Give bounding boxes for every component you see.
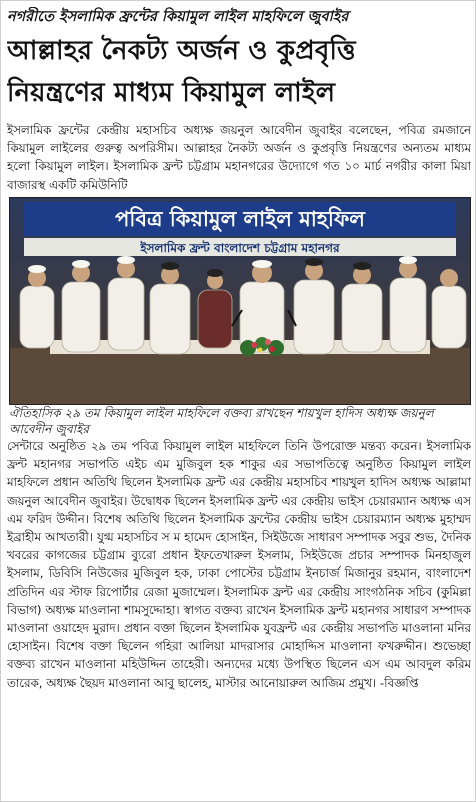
event-photo bbox=[9, 197, 471, 405]
intro-paragraph: ইসলামিক ফ্রন্টের কেন্দ্রীয় মহাসচিব অধ্যক্ষ জয়নুল আবেদীন জুবাইর বলেছেন, পবিত্র রমজানে কিয়ামুল লাইলের গুরুত্ব অপরিসীম। আল্লাহর নৈকট্য অর্জন ও কুপ্রবৃত্তি নিয়ন্ত্রণের অন্যতম মাধ্যম হলো কিয়ামুল লাইল। ইসলামিক ফ্রন্ট চট্টগ্রাম মহানগরের উদ্যোগে গত ১০ মার্চ নগরীর কালা মিয়া বাজারস্থ একটি কমিউনিটি bbox=[7, 123, 471, 192]
headline-line-2: নিয়ন্ত্রণের মাধ্যম কিয়ামুল লাইল bbox=[7, 78, 336, 108]
body-paragraph: সেন্টারে অনুষ্ঠিত ২৯ তম পবিত্র কিয়ামুল লাইল মাহফিলে তিনি উপরোক্ত মন্তব্য করেন। ইসলামিক ফ্রন্ট মহানগর সভাপতি এইচ এম মুজিবুল হক শাকুর এর সভাপতিত্বে অনুষ্ঠিত কিয়ামুল লাইল মাহফিলে প্রধান অতিথি ছিলেন ইসলামিক ফ্রন্ট এর কেন্দ্রীয় মহাসচিব শায়খুল হাদিস অধ্যক্ষ আল্লামা জয়নুল আবেদীন জুবাইর। উদ্বোধক ছিলেন ইসলামিক ফ্রন্ট এর কেন্দ্রীয় ভাইস চেয়ারম্যান অধ্যক্ষ এস এম ফরিদ উদ্দীন। বিশেষ অতিথি ছিলেন ইসলামিক ফ্রন্টের কেন্দ্রীয় ভাইস চেয়ারম্যান অধ্যক্ষ মুহাম্মদ ইব্রাহীম আখতারী। যুগ্ম মহাসচিব স ম হামেদ হোসাইন, সিইউজে সাধারণ সম্পাদক সবুর শুভ, দৈনিক খবরের কাগজের চট্টগ্রাম ব্যুরো প্রধান ইফতেখারুল ইসলাম, সিইউজে প্রচার সম্পাদক মিনহাজুল ইসলাম, ডিবিসি নিউজের মুজিবুল হক, ঢাকা পোস্টের চট্টগ্রাম ইনচার্জ মিজানুর রহমান, বাংলাদেশ প্রতিদিন এর স্টাফ রিপোর্টার রেজা মুজাম্মেল। ইসলামিক ফ্রন্ট এর কেন্দ্রীয় সাংগঠনিক সচিব (কুমিল্লা বিভাগ) অধ্যক্ষ মাওলানা শামসুদ্দোহা। স্বাগত বক্তব্য রাখেন ইসলামিক ফ্রন্ট মহানগর সাধারণ সম্পাদক মাওলানা ওয়াহেদ মুরাদ। প্রধান বক্তা ছিলেন ইসলামিক যুবফ্রন্ট এর কেন্দ্রীয় সভাপতি মাওলানা মনির হোসাইন। বিশেষ বক্তা ছিলেন গহিরা আলিয়া মাদরাসার মোহাদ্দিস মাওলানা ফখরুদ্দীন। শুভেচ্ছা বক্তব্য রাখেন মাওলানা মহিউদ্দিন তাহেরী। অন্যদের মধ্যে উপস্থিত ছিলেন এস এম আবদুল করিম তারেক, অধ্যক্ষ ছৈয়দ মাওলানা আবু ছালেহ, মাস্টার আনোয়ারুল আজিম প্রমুখ। -বিজ্ঞপ্তি bbox=[7, 439, 471, 690]
event-photo-drawing bbox=[10, 198, 470, 404]
headline-line-1: আল্লাহর নৈকট্য অর্জন ও কুপ্রবৃত্তি bbox=[7, 36, 356, 66]
photo-caption: ঐতিহাসিক ২৯ তম কিয়ামুল লাইল মাহফিলে বক্তব্য রাখছেন শায়খুল হাদিস অধ্যক্ষ জয়নুল আবেদীন জুবাইর bbox=[9, 406, 434, 436]
banner-subtitle: ইসলামিক ফ্রন্ট বাংলাদেশ চট্টগ্রাম মহানগর bbox=[140, 241, 340, 255]
kicker-line: নগরীতে ইসলামিক ফ্রন্টের কিয়ামুল লাইল মাহফিলে জুবাইর bbox=[7, 9, 349, 25]
banner-title: পবিত্র কিয়ামুল লাইল মাহফিল bbox=[115, 207, 365, 231]
